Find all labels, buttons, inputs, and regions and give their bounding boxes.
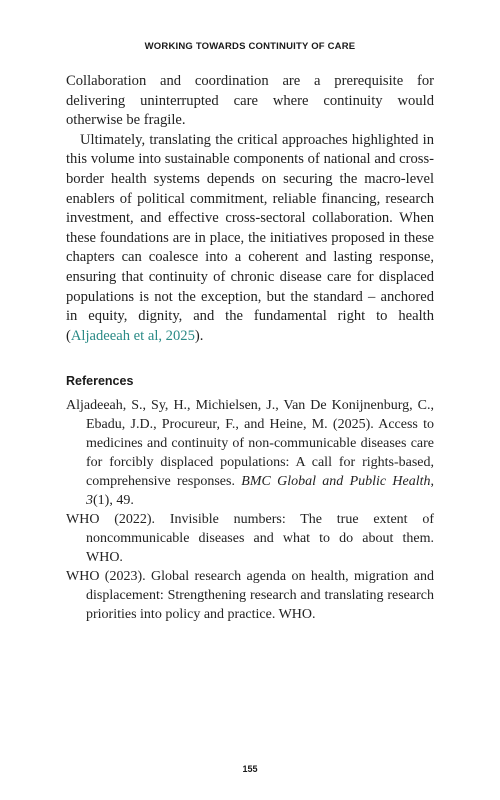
reference-issue-pages: (1), 49. xyxy=(93,492,134,508)
reference-list xyxy=(66,396,434,624)
main-text xyxy=(66,72,434,624)
reference-item: WHO (2022). Invisible numbers: The true extent of noncommunicable diseases and what to do about them. WHO. xyxy=(66,511,434,565)
citation-link[interactable]: Aljadeeah et al, 2025 xyxy=(70,327,195,344)
body-paragraph-1: Collaboration and coordination are a prerequisite for delivering uninterrupted care where continuity would otherwise be fragile. xyxy=(66,73,434,129)
reference-journal: BMC Global and Public Health xyxy=(241,473,431,489)
reference-item: WHO (2023). Global research agenda on health, migration and displacement: Strengthening research and translating research priorities into policy and practice. WHO. xyxy=(66,568,434,622)
body-paragraph-2-text: Ultimately, translating the critical approaches highlighted in this volume into sustainable components of national and cross-border health systems depends on securing the macro-level enablers of political commitment, reliable financing, research investment, and effective cross-sectoral collaboration. When these foundations are in place, the initiatives proposed in these chapters can coalesce into a coherent and lasting response, ensuring that continuity of chronic disease care for displaced populations is not the exception, but the standard – anchored in equity, dignity, and the fundamental right to health xyxy=(66,131,434,325)
reference-separator: , xyxy=(430,473,435,489)
body-paragraph-2 xyxy=(66,131,434,347)
page-number: 155 xyxy=(242,764,258,774)
reference-volume: 3 xyxy=(86,492,93,508)
citation-open-paren: ( xyxy=(66,327,71,344)
citation-close-paren: ). xyxy=(194,327,204,344)
reference-item xyxy=(66,396,434,510)
references-heading: References xyxy=(66,374,134,389)
running-head: WORKING TOWARDS CONTINUITY OF CARE xyxy=(144,41,356,52)
reference-text: Aljadeeah, S., Sy, H., Michielsen, J., Van De Konijnenburg, C., Ebadu, J.D., Procureur, F., and Heine, M. (2025). Access to medicines and continuity of non-communicable diseases care for forcibly displaced populations: A call for rights-based, comprehensive responses. xyxy=(66,397,434,489)
